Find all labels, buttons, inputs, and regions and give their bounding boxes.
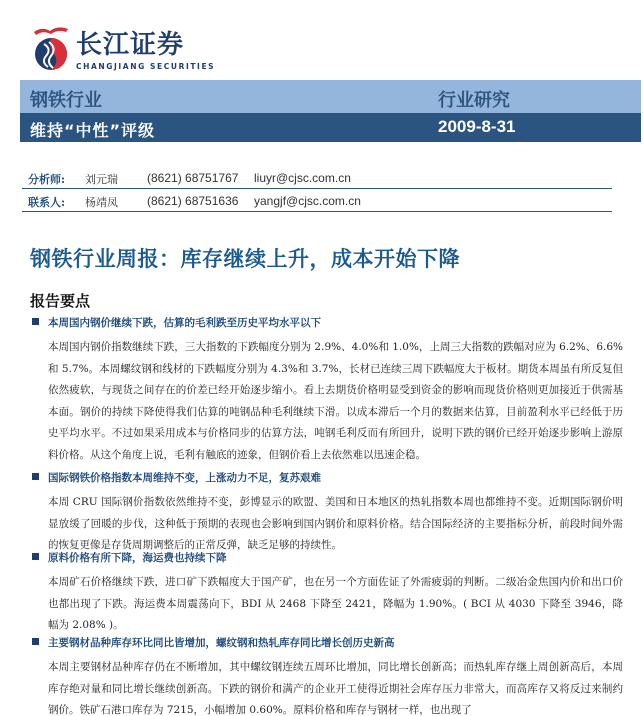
contact-phone: (8621) 68751636 <box>147 194 239 208</box>
key-point-header <box>30 313 620 333</box>
report-title: 钢铁行业周报：库存继续上升，成本开始下降 <box>30 247 460 271</box>
contact-row-analyst <box>22 166 612 189</box>
sector-label: 钢铁行业 <box>30 90 102 111</box>
logo-chinese-name: 长江证券 <box>76 30 185 60</box>
contact-email[interactable]: liuyr@cjsc.com.cn <box>254 171 351 185</box>
key-point <box>30 633 623 716</box>
contact-row-liaison <box>22 189 612 212</box>
key-point-header <box>30 633 620 653</box>
logo-english-name: CHANGJIANG SECURITIES <box>76 62 216 71</box>
contact-name: 杨靖凤 <box>85 196 118 209</box>
section-heading: 报告要点 <box>30 292 91 310</box>
key-point-title: 国际钢铁价格指数本周维持不变，上涨动力不足，复苏艰难 <box>48 472 321 484</box>
key-point-header <box>30 468 620 488</box>
contact-name: 刘元瑞 <box>85 173 118 186</box>
key-point-body: 本周矿石价格继续下跌，进口矿下跌幅度大于国产矿，也在另一个方面佐证了外需疲弱的判断。二级冶金焦国内价和出口价也都出现了下跌。海运费本周震荡向下，BDI 从 2468 下降至 2421，降幅为 1.90%。( BCI 从 4030 下降至 3946，降幅为 2.08% )。 <box>48 576 623 631</box>
report-type-label: 行业研究 <box>438 90 510 111</box>
key-point <box>30 548 623 637</box>
report-date: 2009-8-31 <box>438 117 516 136</box>
rating-band <box>20 113 641 142</box>
contact-role: 分析师: <box>28 173 66 186</box>
bullet-square-icon <box>32 473 39 480</box>
key-point-title: 本周国内钢价继续下跌，估算的毛利跌至历史平均水平以下 <box>48 317 321 329</box>
key-point <box>30 313 623 466</box>
rating-label: 维持“中性”评级 <box>30 121 156 140</box>
key-point-title: 主要钢材品种库存环比同比皆增加，螺纹钢和热轧库存同比增长创历史新高 <box>48 637 395 649</box>
sector-band <box>20 80 641 113</box>
key-point-body: 本周 CRU 国际钢价指数依然维持不变，彭博显示的欧盟、美国和日本地区的热轧指数本周也都维持不变。近期国际钢价明显放缓了回暖的步伐，这种低于预期的表现也会影响到国内钢价和原料价格。结合国际经济的主要指标分析，前段时间外需的恢复更像是存货周期调整后的正常反弹，缺乏足够的持续性。 <box>48 496 623 551</box>
bullet-square-icon <box>32 553 39 560</box>
key-point-header <box>30 548 620 568</box>
bullet-square-icon <box>32 638 39 645</box>
contacts-table <box>22 166 612 212</box>
key-point <box>30 468 623 557</box>
key-point-body: 本周国内钢价指数继续下跌，三大指数的下跌幅度分别为 2.9%、4.0%和 1.0%，上周三大指数的跌幅对应为 6.2%、6.6%和 5.7%。本周螺纹钢和线材的下跌幅度分别为 4.3%和 3.7%，长材已连续三周下跌幅度大于板材。期货本周虽有所反复但依然疲软，与现货之间存在的价差已经开始逐步缩小。看上去期货价格明显受到资金的影响而现货价格则更加接近于供需基本面。钢价的持续下降使得我们估算的吨钢品种毛利继续下滑。以成本滞后一个月的数据来估算，目前盈利水平已经低于历史平均水平。不过如果采用成本与价格同步的估算方法，吨钢毛利反而有所回升，说明下跌的钢价已经开始逐步影响上游原料价格。从这个角度上说，毛利有触底的迹象，但钢价看上去依然难以迅速企稳。 <box>48 341 623 461</box>
logo-emblem-icon <box>30 22 72 72</box>
contact-email[interactable]: yangjf@cjsc.com.cn <box>254 194 361 208</box>
contact-phone: (8621) 68751767 <box>147 171 239 185</box>
contact-role: 联系人: <box>28 196 66 209</box>
bullet-square-icon <box>32 318 39 325</box>
company-logo <box>30 22 216 74</box>
key-point-body: 本周主要钢材品种库存仍在不断增加，其中螺纹钢连续五周环比增加，同比增长创新高；而热轧库存继上周创新高后，本周库存绝对量和同比增长继续创新高。下跌的钢价和满产的企业开工使得近期社会库存压力非常大，而高库存又将反过来制约钢价。铁矿石港口库存为 7215，小幅增加 0.60%。原料价格和库存与钢材一样，也出现了 <box>48 661 623 716</box>
key-point-title: 原料价格有所下降，海运费也持续下降 <box>48 552 227 564</box>
